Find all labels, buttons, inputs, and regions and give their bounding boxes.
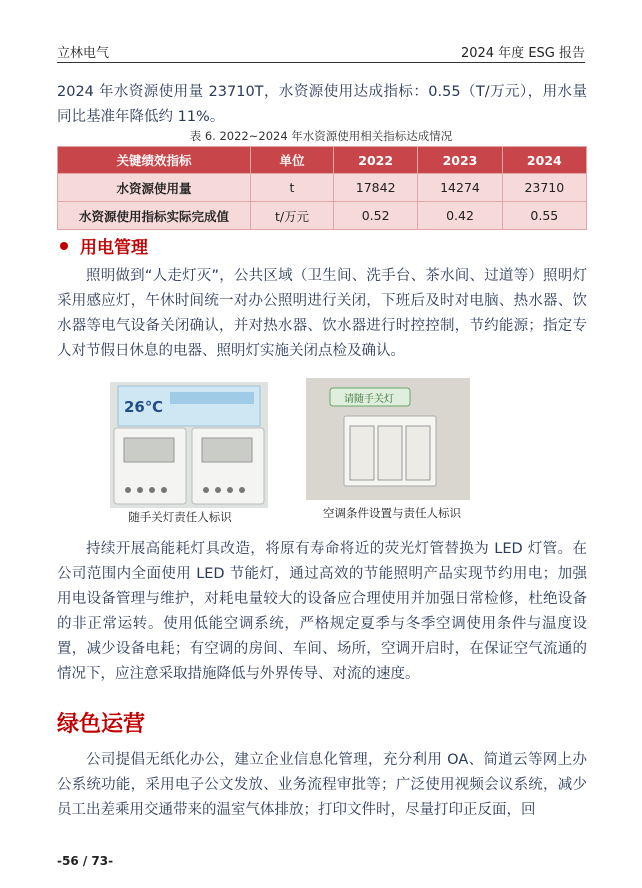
header-cell: 2022 bbox=[334, 147, 418, 174]
electric-section-title bbox=[60, 233, 148, 258]
switch-photo-caption: 空调条件设置与责任人标识 bbox=[323, 506, 461, 520]
table-caption: 表 6. 2022~2024 年水资源使用相关指标达成情况 bbox=[189, 129, 453, 143]
unit-cell: t/万元 bbox=[251, 202, 334, 230]
value-cell: 0.42 bbox=[418, 202, 502, 230]
header-cell: 2023 bbox=[418, 147, 502, 174]
report-title: 2024 年度 ESG 报告 bbox=[460, 46, 585, 61]
electric-paragraph-2: 持续开展高能耗灯具改造，将原有寿命将近的荧光灯管替换为 LED 灯管。在公司范围内全面使用 LED 节能灯，通过高效的节能照明产品实现节约用电；加强用电设备管理与维护，对耗电量较大的设备应合理使用并加强日常检修，杜绝设备的非正常运转。使用低能空调系统，严格规定夏季与冬季空调使用条件与温度设置，减少设备电耗；有空调的房间、车间、场所，空调开启时，在保证空气流通的情况下，应注意采取措施降低与外界传导、对流的速度。 bbox=[57, 541, 587, 682]
page-header bbox=[57, 40, 585, 63]
company-name: 立林电气 bbox=[57, 46, 110, 61]
row-label: 水资源使用量 bbox=[58, 174, 251, 202]
electric-title-text: 用电管理 bbox=[80, 238, 148, 258]
table-row bbox=[58, 174, 587, 202]
electric-paragraph-1: 照明做到“人走灯灭”，公共区域（卫生间、洗手台、茶水间、过道等）照明灯采用感应灯，午休时间统一对办公照明进行关闭，下班后及时对电脑、热水器、饮水器等电气设备关闭确认，并对热水器、饮水器进行时控控制，节约能源；指定专人对节假日休息的电器、照明灯实施关闭点检及确认。 bbox=[57, 268, 587, 359]
thermostat-illustration bbox=[110, 382, 268, 508]
value-cell: 23710 bbox=[502, 174, 586, 202]
thermostat-sign-text: 26℃ bbox=[124, 398, 164, 416]
switch-sign-text: 请随手关灯 bbox=[344, 394, 394, 405]
unit-cell: t bbox=[251, 174, 334, 202]
table-row bbox=[58, 202, 587, 230]
water-usage-summary: 2024 年水资源使用量 23710T，水资源使用达成指标：0.55（T/万元），用水量同比基准年降低约 11%。 bbox=[57, 84, 587, 125]
green-operations-paragraph: 公司提倡无纸化办公，建立企业信息化管理，充分利用 OA、简道云等网上办公系统功能，采用电子公文发放、业务流程审批等；广泛使用视频会议系统，减少员工出差乘用交通带来的温室气体排放；打印文件时，尽量打印正反面，回 bbox=[57, 752, 587, 818]
green-operations-title: 绿色运营 bbox=[57, 712, 146, 737]
water-kpi-table bbox=[57, 146, 587, 230]
light-switch-photo bbox=[306, 378, 470, 500]
value-cell: 0.52 bbox=[334, 202, 418, 230]
value-cell: 17842 bbox=[334, 174, 418, 202]
header-cell: 2024 bbox=[502, 147, 586, 174]
header-cell: 关键绩效指标 bbox=[58, 147, 251, 174]
row-label: 水资源使用指标实际完成值 bbox=[58, 202, 251, 230]
table-header-row bbox=[58, 147, 587, 174]
thermostat-photo-caption: 随手关灯责任人标识 bbox=[128, 510, 232, 524]
bullet-dot-icon bbox=[60, 242, 68, 250]
page-number: -56 / 73- bbox=[57, 854, 114, 868]
header-cell: 单位 bbox=[251, 147, 334, 174]
value-cell: 14274 bbox=[418, 174, 502, 202]
value-cell: 0.55 bbox=[502, 202, 586, 230]
thermostat-photo bbox=[110, 382, 268, 508]
switch-illustration bbox=[306, 378, 470, 500]
